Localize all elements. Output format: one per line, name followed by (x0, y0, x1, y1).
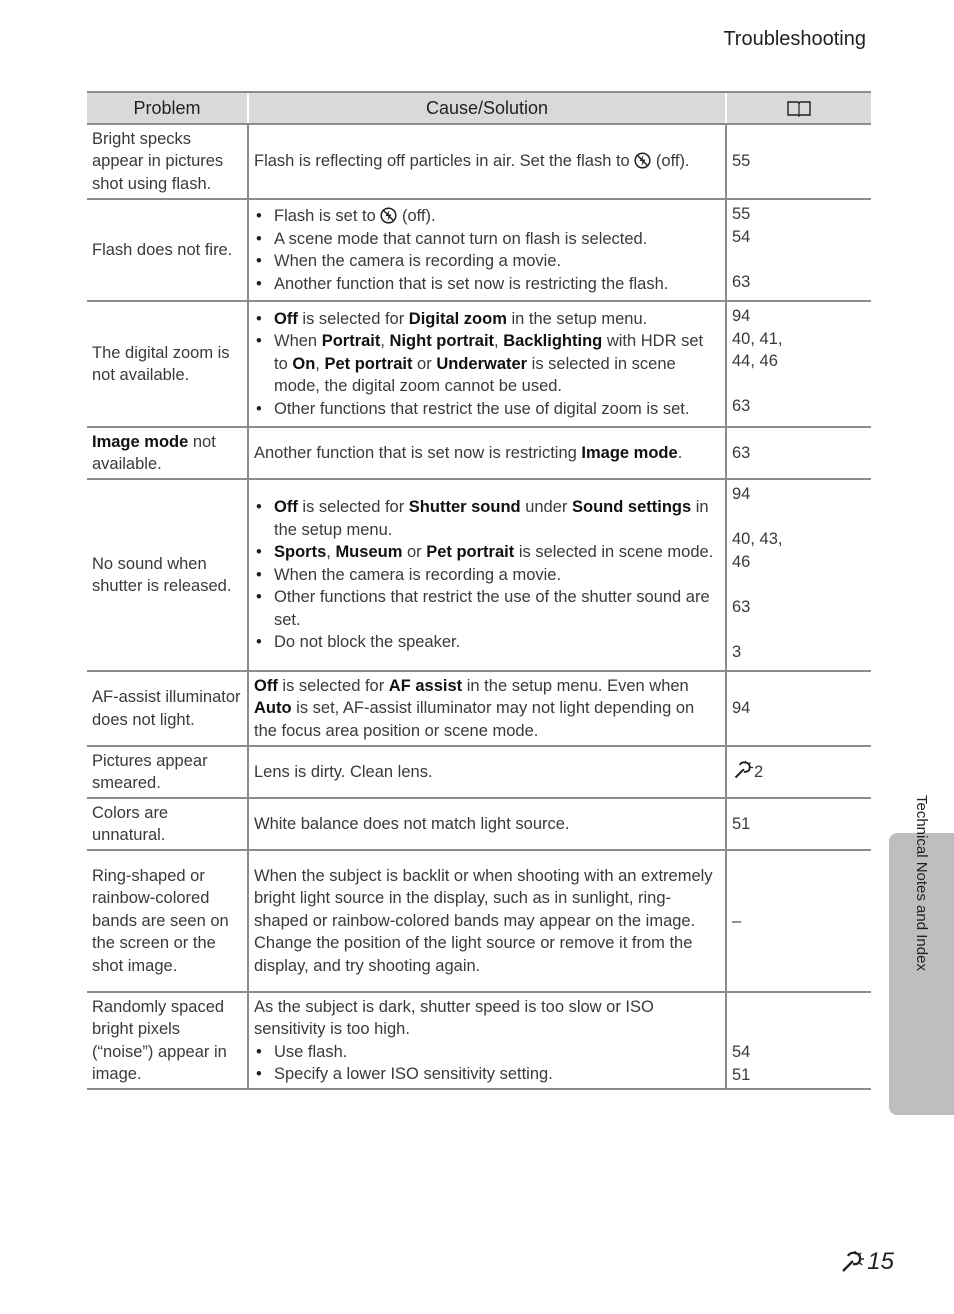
bold-term: Underwater (436, 354, 528, 373)
solution-cell (248, 124, 726, 199)
solution-cell (248, 798, 726, 850)
page-reference: 94 (732, 307, 751, 325)
solution-cell (248, 850, 726, 992)
flash-off-icon (380, 207, 397, 224)
section-tab-label: Technical Notes and Index (913, 795, 930, 971)
bold-term: Backlighting (503, 332, 603, 351)
solution-paragraph (254, 442, 720, 465)
reference-cell (726, 798, 871, 850)
table-row (87, 671, 871, 746)
table-row (87, 992, 871, 1089)
problem-cell: Ring-shaped or rainbow-colored bands are seen on the screen or the shot image. (87, 850, 248, 992)
solution-paragraph (254, 865, 720, 933)
text-run: Change the position of the light source or remove it from the display, and try shooting again. (254, 934, 693, 975)
solution-cell (248, 479, 726, 671)
flash-off-icon (634, 152, 651, 169)
bullet-list (254, 1041, 720, 1086)
solution-paragraph (254, 761, 720, 784)
solution-cell (248, 746, 726, 798)
text-run: , (326, 543, 336, 562)
page-reference: 40, 41, (732, 329, 783, 348)
page-reference: 2 (754, 763, 764, 782)
table-row (87, 124, 871, 199)
bullet-item (274, 398, 720, 421)
text-run: is selected for (297, 498, 409, 517)
text-run: (off). (651, 152, 690, 171)
solution-paragraph (254, 675, 720, 743)
page-reference (732, 506, 866, 529)
text-run: is selected in scene mode, the digital zoom cannot be used. (274, 354, 676, 396)
page-reference: 54 (732, 227, 751, 246)
problem-cell: Colors are unnatural. (87, 798, 248, 850)
table-row (87, 427, 871, 479)
solution-cell (248, 671, 726, 746)
bullet-item (274, 330, 720, 398)
problem-cell: The digital zoom is not available. (87, 301, 248, 427)
text-run: with HDR set to (274, 332, 704, 373)
bold-term: On (292, 354, 316, 373)
page-reference (732, 373, 866, 396)
text-run: Other functions that restrict the use of digital zoom is set. (274, 399, 690, 418)
page-reference (732, 248, 866, 271)
text-run: in the setup menu. Even when (462, 676, 689, 695)
bold-term: Off (254, 676, 278, 695)
text-run: Do not block the speaker. (274, 633, 461, 652)
page-number-text: 15 (867, 1248, 894, 1275)
solution-cell (248, 427, 726, 479)
section-title: Troubleshooting (723, 28, 866, 50)
problem-cell (87, 427, 248, 479)
solution-cell (248, 199, 726, 301)
column-header-problem: Problem (87, 92, 248, 124)
page-reference: 63 (732, 597, 751, 616)
text-run: Another function that is set now is restricting the flash. (274, 274, 669, 293)
bold-term: Night portrait (389, 332, 495, 351)
column-header-reference (726, 92, 871, 124)
bold-term: Off (274, 498, 298, 517)
bullet-item (274, 496, 720, 541)
bold-term: Shutter sound (408, 498, 521, 517)
table-row (87, 479, 871, 671)
reference-cell (726, 199, 871, 301)
page-reference: 63 (732, 397, 751, 415)
problem-cell: AF-assist illuminator does not light. (87, 671, 248, 746)
text-run: Use flash. (274, 1042, 348, 1061)
bold-term: Portrait (321, 332, 381, 351)
reference-cell (726, 479, 871, 671)
bullet-item (274, 273, 720, 296)
bullet-item (274, 586, 720, 631)
bullet-item (274, 631, 720, 654)
text-run: is selected for (277, 676, 389, 695)
text-run: Flash is set to (274, 207, 381, 225)
bullet-item (274, 308, 720, 331)
text-run: is selected for (297, 309, 409, 328)
text-run: Another function that is set now is restricting (254, 443, 582, 462)
reference-section-icon (839, 1250, 865, 1274)
page-reference: 46 (732, 552, 751, 571)
page-reference: 44, 46 (732, 352, 778, 370)
text-run: in the setup menu. (506, 309, 648, 328)
solution-paragraph (254, 150, 720, 173)
text-run: Other functions that restrict the use of the shutter sound are set. (274, 588, 710, 629)
bold-term: Sports (274, 543, 327, 562)
text-run: Lens is dirty. Clean lens. (254, 762, 433, 781)
reference-cell (726, 671, 871, 746)
bullet-item (274, 250, 720, 273)
page-number (839, 1248, 894, 1276)
text-run: , (380, 332, 390, 351)
bullet-item (274, 541, 720, 564)
bullet-item (274, 228, 720, 251)
problem-cell: No sound when shutter is released. (87, 479, 248, 671)
reference-cell (726, 992, 871, 1089)
solution-cell (248, 992, 726, 1089)
text-run: A scene mode that cannot turn on flash is selected. (274, 229, 648, 248)
bullet-item (274, 205, 720, 228)
reference-cell (726, 746, 871, 798)
table-row (87, 850, 871, 992)
problem-cell: Pictures appear smeared. (87, 746, 248, 798)
bold-term: Off (274, 309, 298, 328)
text-run: in the setup menu. (274, 498, 709, 539)
bullet-item (274, 1041, 720, 1064)
text-run: When the subject is backlit or when shooting with an extremely bright light source in the display, such as in sunlight, ring-shaped or rainbow-colored bands may appear on the image. (254, 866, 713, 930)
text-run: . (677, 443, 683, 462)
page-reference: 55 (732, 152, 751, 171)
text-run: White balance does not match light source. (254, 814, 570, 833)
bold-term: Image mode (581, 443, 678, 462)
page-reference: 63 (732, 443, 751, 462)
text-run: (off). (397, 207, 436, 225)
table-header-row (87, 92, 871, 124)
text-run: Flash is reflecting off particles in air. Set the flash to (254, 152, 635, 171)
page-reference: 94 (732, 699, 751, 718)
solution-cell (248, 301, 726, 427)
column-header-cause-solution: Cause/Solution (248, 92, 726, 124)
troubleshooting-table (87, 91, 871, 1090)
bullet-list (254, 308, 720, 421)
text-run: As the subject is dark, shutter speed is too slow or ISO sensitivity is too high. (254, 997, 654, 1038)
bold-term: Sound settings (572, 498, 692, 517)
page-reference: 94 (732, 485, 751, 503)
page-reference: – (732, 911, 742, 930)
book-reference-icon (786, 99, 812, 117)
solution-paragraph (254, 932, 720, 977)
text-run: under (520, 498, 572, 517)
text-run: not available. (92, 432, 216, 473)
page-reference: 51 (732, 814, 751, 833)
reference-cell (726, 427, 871, 479)
problem-cell: Flash does not fire. (87, 199, 248, 301)
page-reference: 51 (732, 1065, 751, 1084)
page-reference: 40, 43, (732, 530, 783, 548)
bold-term: Pet portrait (324, 354, 413, 373)
bold-term: AF assist (388, 676, 463, 695)
bold-term: Museum (335, 543, 403, 562)
text-run: When the camera is recording a movie. (274, 565, 562, 584)
bold-term: Digital zoom (408, 309, 507, 328)
text-run: , (315, 354, 325, 373)
solution-paragraph (254, 813, 720, 836)
bullet-item (274, 564, 720, 587)
text-run: When (274, 332, 322, 351)
problem-cell: Bright specks appear in pictures shot using flash. (87, 124, 248, 199)
bold-term: Auto (254, 699, 292, 718)
text-run: Specify a lower ISO sensitivity setting. (274, 1065, 553, 1083)
page-reference (732, 618, 866, 641)
page-reference (732, 573, 866, 596)
bullet-item (274, 1063, 720, 1086)
text-run: or (412, 354, 437, 373)
reference-cell (726, 301, 871, 427)
page-reference: 54 (732, 1043, 751, 1061)
page-reference: 3 (732, 642, 742, 661)
table-row (87, 798, 871, 850)
table-row (87, 199, 871, 301)
problem-cell: Randomly spaced bright pixels (“noise”) appear in image. (87, 992, 248, 1089)
reference-cell (726, 850, 871, 992)
text-run: When the camera is recording a movie. (274, 252, 562, 270)
page-reference: 55 (732, 205, 751, 223)
bullet-list (254, 205, 720, 295)
page-reference: 63 (732, 272, 751, 291)
bold-term: Image mode (92, 432, 189, 451)
page-reference (732, 1019, 866, 1042)
text-run: is set, AF-assist illuminator may not light depending on the focus area position or scene mode. (254, 699, 695, 740)
reference-section-icon (732, 760, 754, 780)
text-run: , (494, 332, 504, 351)
bold-term: Pet portrait (426, 543, 515, 562)
table-row (87, 746, 871, 798)
table-row (87, 301, 871, 427)
text-run: is selected in scene mode. (514, 543, 714, 562)
text-run: or (402, 543, 427, 562)
reference-cell (726, 124, 871, 199)
solution-paragraph (254, 996, 720, 1041)
bullet-list (254, 496, 720, 654)
page-reference (732, 996, 866, 1019)
